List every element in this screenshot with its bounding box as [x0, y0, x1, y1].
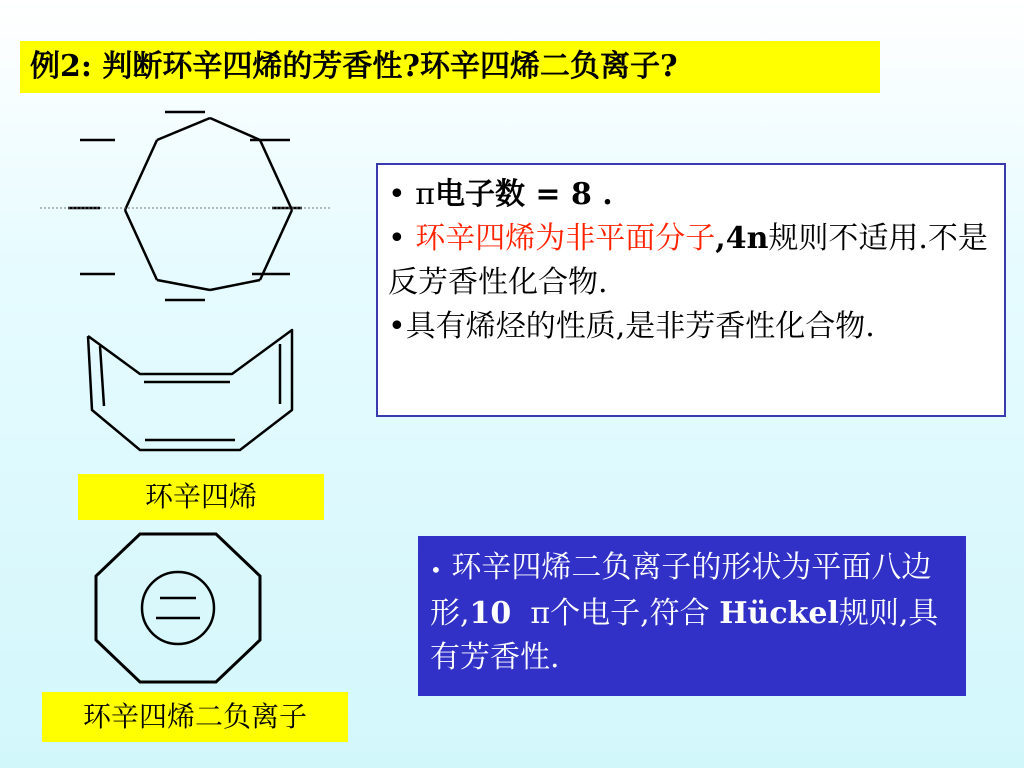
label-cyclooctatetraene: 环辛四烯	[78, 474, 324, 520]
dianion-info-box	[418, 536, 966, 696]
info-line-pi-electrons: • π电子数 = 8 .	[388, 177, 613, 212]
info-line-properties: •具有烯烃的性质,是非芳香性化合物.	[388, 309, 875, 344]
slide-title: 例2: 判断环辛四烯的芳香性?环辛四烯二负离子?	[20, 41, 880, 93]
dianion-info-text: • 环辛四烯二负离子的形状为平面八边形,10 π个电子,符合 Hückel规则,具有芳香性.	[430, 550, 939, 675]
cot-planar-structure	[40, 100, 340, 310]
cot-tub-structure	[80, 322, 310, 462]
cot-dianion-structure	[88, 530, 268, 688]
info-box	[376, 163, 1006, 417]
label-cot-dianion: 环辛四烯二负离子	[42, 692, 348, 742]
info-line-nonplanar: • 环辛四烯为非平面分子,4n规则不适用.不是反芳香性化合物.	[388, 221, 988, 300]
